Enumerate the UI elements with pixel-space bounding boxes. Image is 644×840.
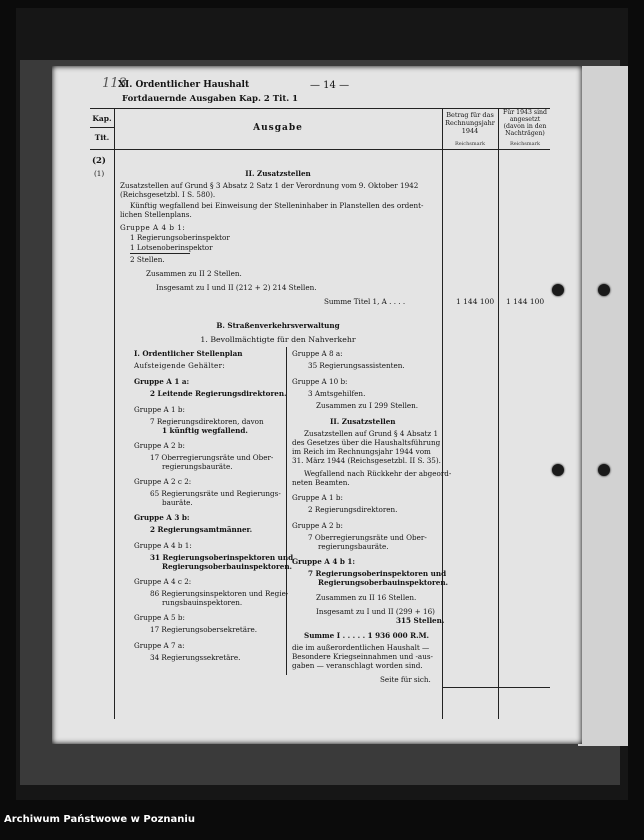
group-label: Gruppe A 10 b: [292,377,348,386]
group-label: Gruppe A 4 b 1: [120,223,186,232]
group-item: 17 Regierungsobersekretäre. [150,625,257,634]
right-text: 31. März 1944 (Reichsgesetzbl. II S. 35). [292,456,441,465]
right-title: II. Zusatzstellen [330,417,396,426]
section-text: (Reichsgesetzbl. I S. 580). [120,190,216,199]
group-item: 65 Regierungsräte und Regierungs- [150,489,281,498]
header-title: XI. Ordentlicher Haushalt [118,80,250,90]
group-label: Gruppe A 2 c 2: [134,477,192,486]
col-betrag: Betrag für das Rechnungsjahr 1944 [445,111,495,135]
archive-watermark: Archiwum Państwowe w Poznaniu [4,814,195,825]
col-1943: Für 1943 sind angesetzt (davon in den Nachträgen) [502,109,548,137]
column-divider [442,109,443,719]
section-b-title: B. Straßenverkehrsverwaltung [216,321,340,330]
group-item: 2 Regierungsamtmänner. [150,525,253,534]
group-item: 17 Oberregierungsräte und Ober- [150,453,274,462]
right-text: Zusatzstellen auf Grund § 4 Absatz 1 [304,429,439,438]
right-text: im Reich im Rechnungsjahr 1944 vom [292,447,431,456]
handwritten-number: 113 [102,76,127,91]
left-text: Aufsteigende Gehälter: [134,361,226,370]
punch-hole [598,284,610,296]
section-text: Künftig wegfallend bei Einweisung der Stelleninhaber in Planstellen des ordent- [130,201,424,210]
continuation-note: Seite für sich. [380,675,431,684]
group-item: 86 Regierungsinspektoren und Regie- [150,589,289,598]
budget-table [90,108,550,719]
group-item: 31 Regierungsoberinspektoren und [150,553,294,562]
right-text: des Gesetzes über die Haushaltsführung [292,438,441,447]
group-label: Gruppe A 2 b: [292,521,343,530]
group-item: 7 Regierungsoberinspektoren und [308,569,447,578]
right-text: neten Beamten. [292,478,350,487]
group-item: 34 Regierungssekretäre. [150,653,241,662]
group-item: Regierungsoberbauinspektoren. [318,578,449,587]
group-item: 2 Regierungsdirektoren. [308,505,398,514]
document-page [52,66,582,744]
section-text: lichen Stellenplans. [120,210,192,219]
group-label: Gruppe A 2 b: [134,441,185,450]
sum-1944: 1 144 100 [456,297,495,306]
group-item: regierungsbauräte. [318,542,389,551]
section-title: II. Zusatzstellen [245,169,311,178]
group-label: Gruppe A 4 c 2: [134,577,192,586]
group-item: 35 Regierungsassistenten. [308,361,405,370]
sum-1943: 1 144 100 [506,297,545,306]
total-line: 315 Stellen. [396,616,445,625]
group-label: Gruppe A 5 b: [134,613,185,622]
group-label: Gruppe A 1 b: [134,405,185,414]
group-item: regierungsbauräte. [162,462,233,471]
tit-number: (1) [94,169,105,178]
list-item: 2 Stellen. [130,255,165,264]
group-label: Gruppe A 1 b: [292,493,343,502]
group-item: 2 Leitende Regierungsdirektoren. [150,389,287,398]
group-item: bauräte. [162,498,193,507]
column-divider [498,109,499,719]
summe-note: Besondere Kriegseinnahmen und -aus- [292,652,433,661]
list-item: 1 Lotsenoberinspektor [130,243,213,252]
page-number: — 14 — [310,80,350,91]
group-label: Gruppe A 8 a: [292,349,343,358]
table-bottom-line [442,687,550,688]
group-item: 1 künftig wegfallend. [162,426,248,435]
punch-hole [598,464,610,476]
adjacent-page [578,66,628,746]
group-item: 7 Oberregierungsräte und Ober- [308,533,427,542]
group-label: Gruppe A 1 a: [134,377,190,386]
col-tit: Tit. [94,133,110,142]
subtotal-line: Zusammen zu II 2 Stellen. [146,269,242,278]
group-label: Gruppe A 7 a: [134,641,185,650]
header-subdivider [90,127,114,128]
group-label: Gruppe A 4 b 1: [292,557,356,566]
col-1943-unit: Reichsmark [509,141,541,147]
group-item: Regierungsoberbauinspektoren. [162,562,293,571]
section-text: Zusatzstellen auf Grund § 3 Absatz 2 Satz 1 der Verordnung vom 9. Oktober 1942 [120,181,419,190]
group-item: 3 Amtsgehilfen. [308,389,366,398]
total-line: Insgesamt zu I und II (299 + 16) [316,607,435,616]
col-kap: Kap. [92,114,112,123]
page-content [90,74,580,738]
group-item: 7 Regierungsdirektoren, davon [150,417,264,426]
kap-number: (2) [92,156,106,166]
right-text: Wegfallend nach Rückkehr der abgeord- [304,469,452,478]
sum-title-label: Summe Titel 1, A . . . . [324,297,406,306]
summe-note: gaben — veranschlagt worden sind. [292,661,423,670]
section-b-subtitle: 1. Bevollmächtigte für den Nahverkehr [200,335,356,344]
subtotal-line: Zusammen zu II 16 Stellen. [316,593,417,602]
col-ausgabe: Ausgabe [253,123,303,133]
col-betrag-unit: Reichsmark [454,141,486,147]
group-label: Gruppe A 3 b: [134,513,190,522]
summe-line: Summe I . . . . . 1 936 000 R.M. [304,631,430,640]
header-subtitle: Fortdauernde Ausgaben Kap. 2 Tit. 1 [122,94,299,104]
summe-note: die im außerordentlichen Haushalt — [292,643,430,652]
header-divider [90,149,550,150]
left-title: I. Ordentlicher Stellenplan [134,349,243,358]
subtotal-line: Zusammen zu I 299 Stellen. [316,401,419,410]
group-item: rungsbauinspektoren. [162,598,243,607]
total-line: Insgesamt zu I und II (212 + 2) 214 Stellen. [156,283,317,292]
sum-line [130,253,190,254]
column-divider [114,109,115,719]
list-item: 1 Regierungsoberinspektor [130,233,230,242]
group-label: Gruppe A 4 b 1: [134,541,192,550]
